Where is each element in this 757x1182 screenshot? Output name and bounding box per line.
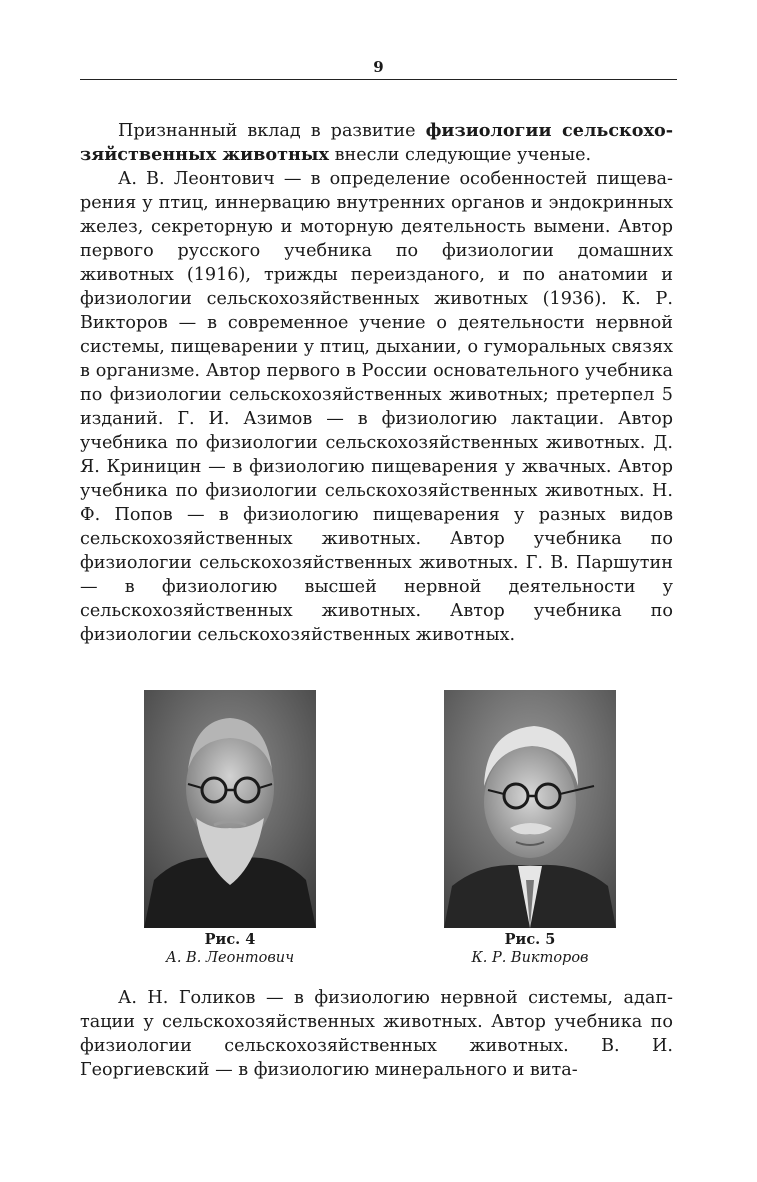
figure-4: [110, 690, 350, 967]
main-text-bottom: [80, 986, 673, 1082]
figure-4-caption: А. В. Леонтович: [165, 950, 295, 966]
scientists-paragraph: А. В. Леонтович — в определение особенностей пищеварения у птиц, иннервацию внутренних органов и эндокринных желез, секреторную и моторную деятельность вымени. Автор первого русского учебника по физиологии домашних животных (1916), трижды переизданого, и по анатомии и физиологии сельскохозяйственных животных (1936). К. Р. Викторов — в современное учение о деятельности нервной системы, пищеварении у птиц, дыхании, о гуморальных связях в организме. Автор первого в России основательного учебника по физиологии сельскохозяйственных животных; претерпел 5 изданий. Г. И. Азимов — в физиологию лактации. Автор учебника по физиологии сельскохозяйственных животных. Д. Я. Криницин — в физиологию пищеварения у жвачных. Автор учебника по физиологии сельскохозяйственных животных. Н. Ф. Попов — в физиологию пищеварения у разных видов сельскохозяйственных животных. Автор учебника по физиологии сельскохозяйственных животных. Г. В. Паршутин — в физиологию высшей нервной деятельности у сельскохозяйственных животных. Автор учебника по физиологии сельскохозяйственных животных.: [80, 169, 673, 645]
intro-tail: внесли следующие ученые.: [329, 145, 592, 165]
portrait-leontovich-photo: [144, 690, 316, 928]
page-number: 9: [373, 58, 384, 76]
golikov-paragraph: А. Н. Голиков — в физиологию нервной системы, адаптации у сельскохозяйственных животных. Автор учебника по физиологии сельскохозяйственных животных. В. И. Георгиевский — в физиологию минерального и вита-: [80, 988, 673, 1080]
intro-bold-term: физиологии сельскохозяйственных животных: [80, 120, 674, 165]
figure-5: [410, 690, 650, 967]
figure-5-number: Рис. 5: [504, 931, 556, 948]
main-text-top: [80, 119, 673, 647]
figure-4-number: Рис. 4: [204, 931, 256, 948]
intro-paragraph: [80, 119, 673, 167]
intro-lead: Признанный вклад в развитие: [118, 121, 426, 141]
figure-5-caption: К. Р. Викторов: [471, 950, 589, 966]
header-rule: [80, 79, 677, 80]
portrait-viktorov-photo: [444, 690, 616, 928]
